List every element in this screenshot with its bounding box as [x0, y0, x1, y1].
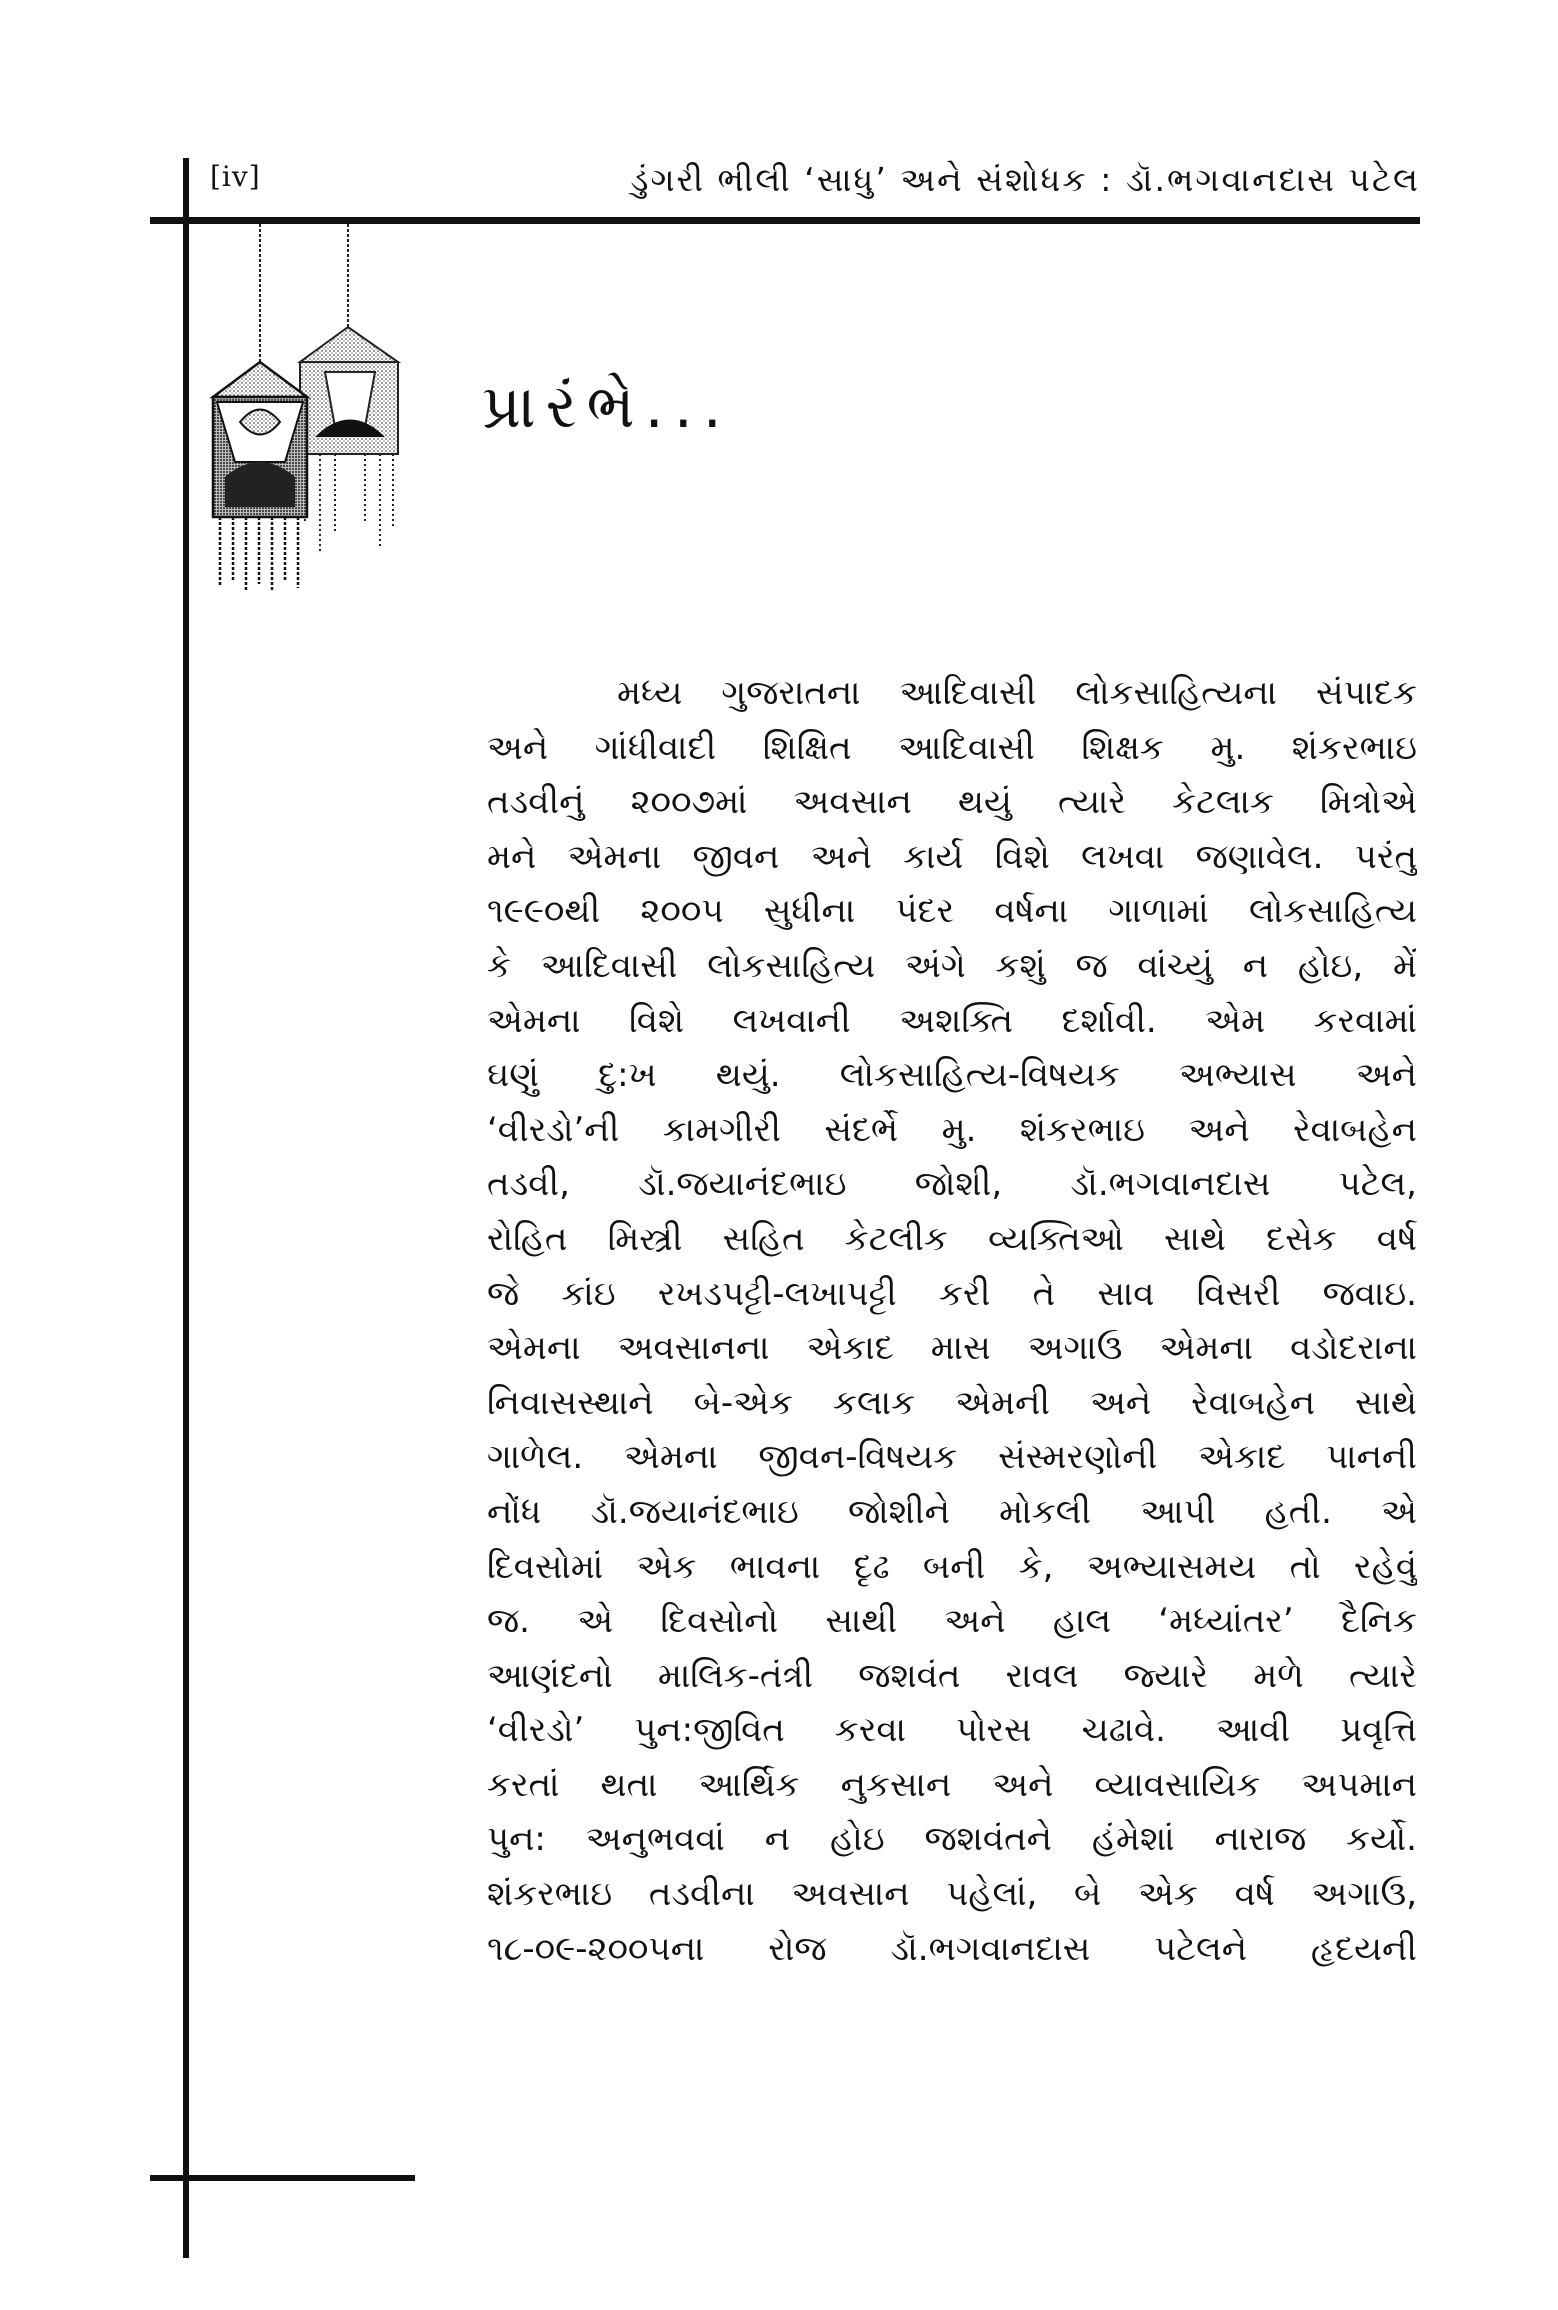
text-line: આણંદનો માલિક-તંત્રી જશવંત રાવલ જ્યારે મળે ત્યારે — [487, 1655, 1417, 1696]
text-line: જે કાંઇ રખડપટ્ટી-લખાપટ્ટી કરી તે સાવ વિસરી જવાઇ. — [487, 1273, 1417, 1314]
footer-rule — [150, 2175, 415, 2181]
running-header-title: ડુંગરી ભીલી ‘સાધુ’ અને સંશોધક : ડૉ.ભગવાનદાસ પટેલ — [630, 160, 1420, 199]
text-line: કે આદિવાસી લોકસાહિત્ય અંગે કશું જ વાંચ્યું ન હોઇ, મેં — [487, 945, 1417, 986]
text-line: કરતાં થતા આર્થિક નુકસાન અને વ્યાવસાયિક અપમાન — [487, 1764, 1417, 1805]
text-line: ‘વીરડો’ પુન:જીવિત કરવા પોરસ ચઢાવે. આવી પ્રવૃત્તિ — [487, 1710, 1417, 1751]
text-line: ૧૮-૦૯-૨૦૦૫ના રોજ ડૉ.ભગવાનદાસ પટેલને હૃદયની — [487, 1928, 1417, 1969]
body-paragraph — [487, 666, 1417, 1976]
text-line: ઘણું દુ:ખ થયું. લોકસાહિત્ય-વિષયક અભ્યાસ અને — [487, 1055, 1417, 1096]
hanging-lanterns-icon — [205, 222, 455, 592]
margin-rule — [183, 158, 189, 2258]
text-line: ગાળેલ. એમના જીવન-વિષયક સંસ્મરણોની એકાદ પાનની — [487, 1437, 1417, 1478]
text-line: ૧૯૯૦થી ૨૦૦૫ સુધીના પંદર વર્ષના ગાળામાં લોકસાહિત્ય — [487, 891, 1417, 932]
text-line: પુન: અનુભવવાં ન હોઇ જશવંતને હંમેશાં નારાજ કર્યો. — [487, 1819, 1417, 1860]
text-line: શંકરભાઇ તડવીના અવસાન પહેલાં, બે એક વર્ષ અગાઉ, — [487, 1874, 1417, 1915]
text-line: રોહિત મિસ્ત્રી સહિત કેટલીક વ્યક્તિઓ સાથે દસેક વર્ષ — [487, 1218, 1417, 1259]
text-line: એમના અવસાનના એકાદ માસ અગાઉ એમના વડોદરાના — [487, 1328, 1417, 1369]
text-line: અને ગાંધીવાદી શિક્ષિત આદિવાસી શિક્ષક મુ. શંકરભાઇ — [487, 727, 1417, 768]
text-line: એમના વિશે લખવાની અશક્તિ દર્શાવી. એમ કરવામાં — [487, 1000, 1417, 1041]
text-line: જ. એ દિવસોનો સાથી અને હાલ ‘મધ્યાંતર’ દૈનિક — [487, 1601, 1417, 1642]
page-number: [iv] — [210, 160, 261, 193]
text-line: દિવસોમાં એક ભાવના દૃઢ બની કે, અભ્યાસમય તો રહેવું — [487, 1546, 1417, 1587]
text-line: મને એમના જીવન અને કાર્ય વિશે લખવા જણાવેલ. પરંતુ — [487, 836, 1417, 877]
text-line: તડવી, ડૉ.જયાનંદભાઇ જોશી, ડૉ.ભગવાનદાસ પટેલ, — [487, 1164, 1417, 1205]
text-line: મધ્ય ગુજરાતના આદિવાસી લોકસાહિત્યના સંપાદક — [617, 673, 1417, 713]
text-line: નોંધ ડૉ.જયાનંદભાઇ જોશીને મોકલી આપી હતી. એ — [487, 1491, 1417, 1532]
text-line: તડવીનું ૨૦૦૭માં અવસાન થયું ત્યારે કેટલાક મિત્રોએ — [487, 782, 1417, 823]
text-line: નિવાસસ્થાને બે-એક કલાક એમની અને રેવાબહેન સાથે — [487, 1382, 1417, 1423]
chapter-title: પ્રારંભે... — [482, 372, 732, 442]
text-line: ‘વીરડો’ની કામગીરી સંદર્ભે મુ. શંકરભાઇ અને રેવાબહેન — [487, 1109, 1417, 1150]
